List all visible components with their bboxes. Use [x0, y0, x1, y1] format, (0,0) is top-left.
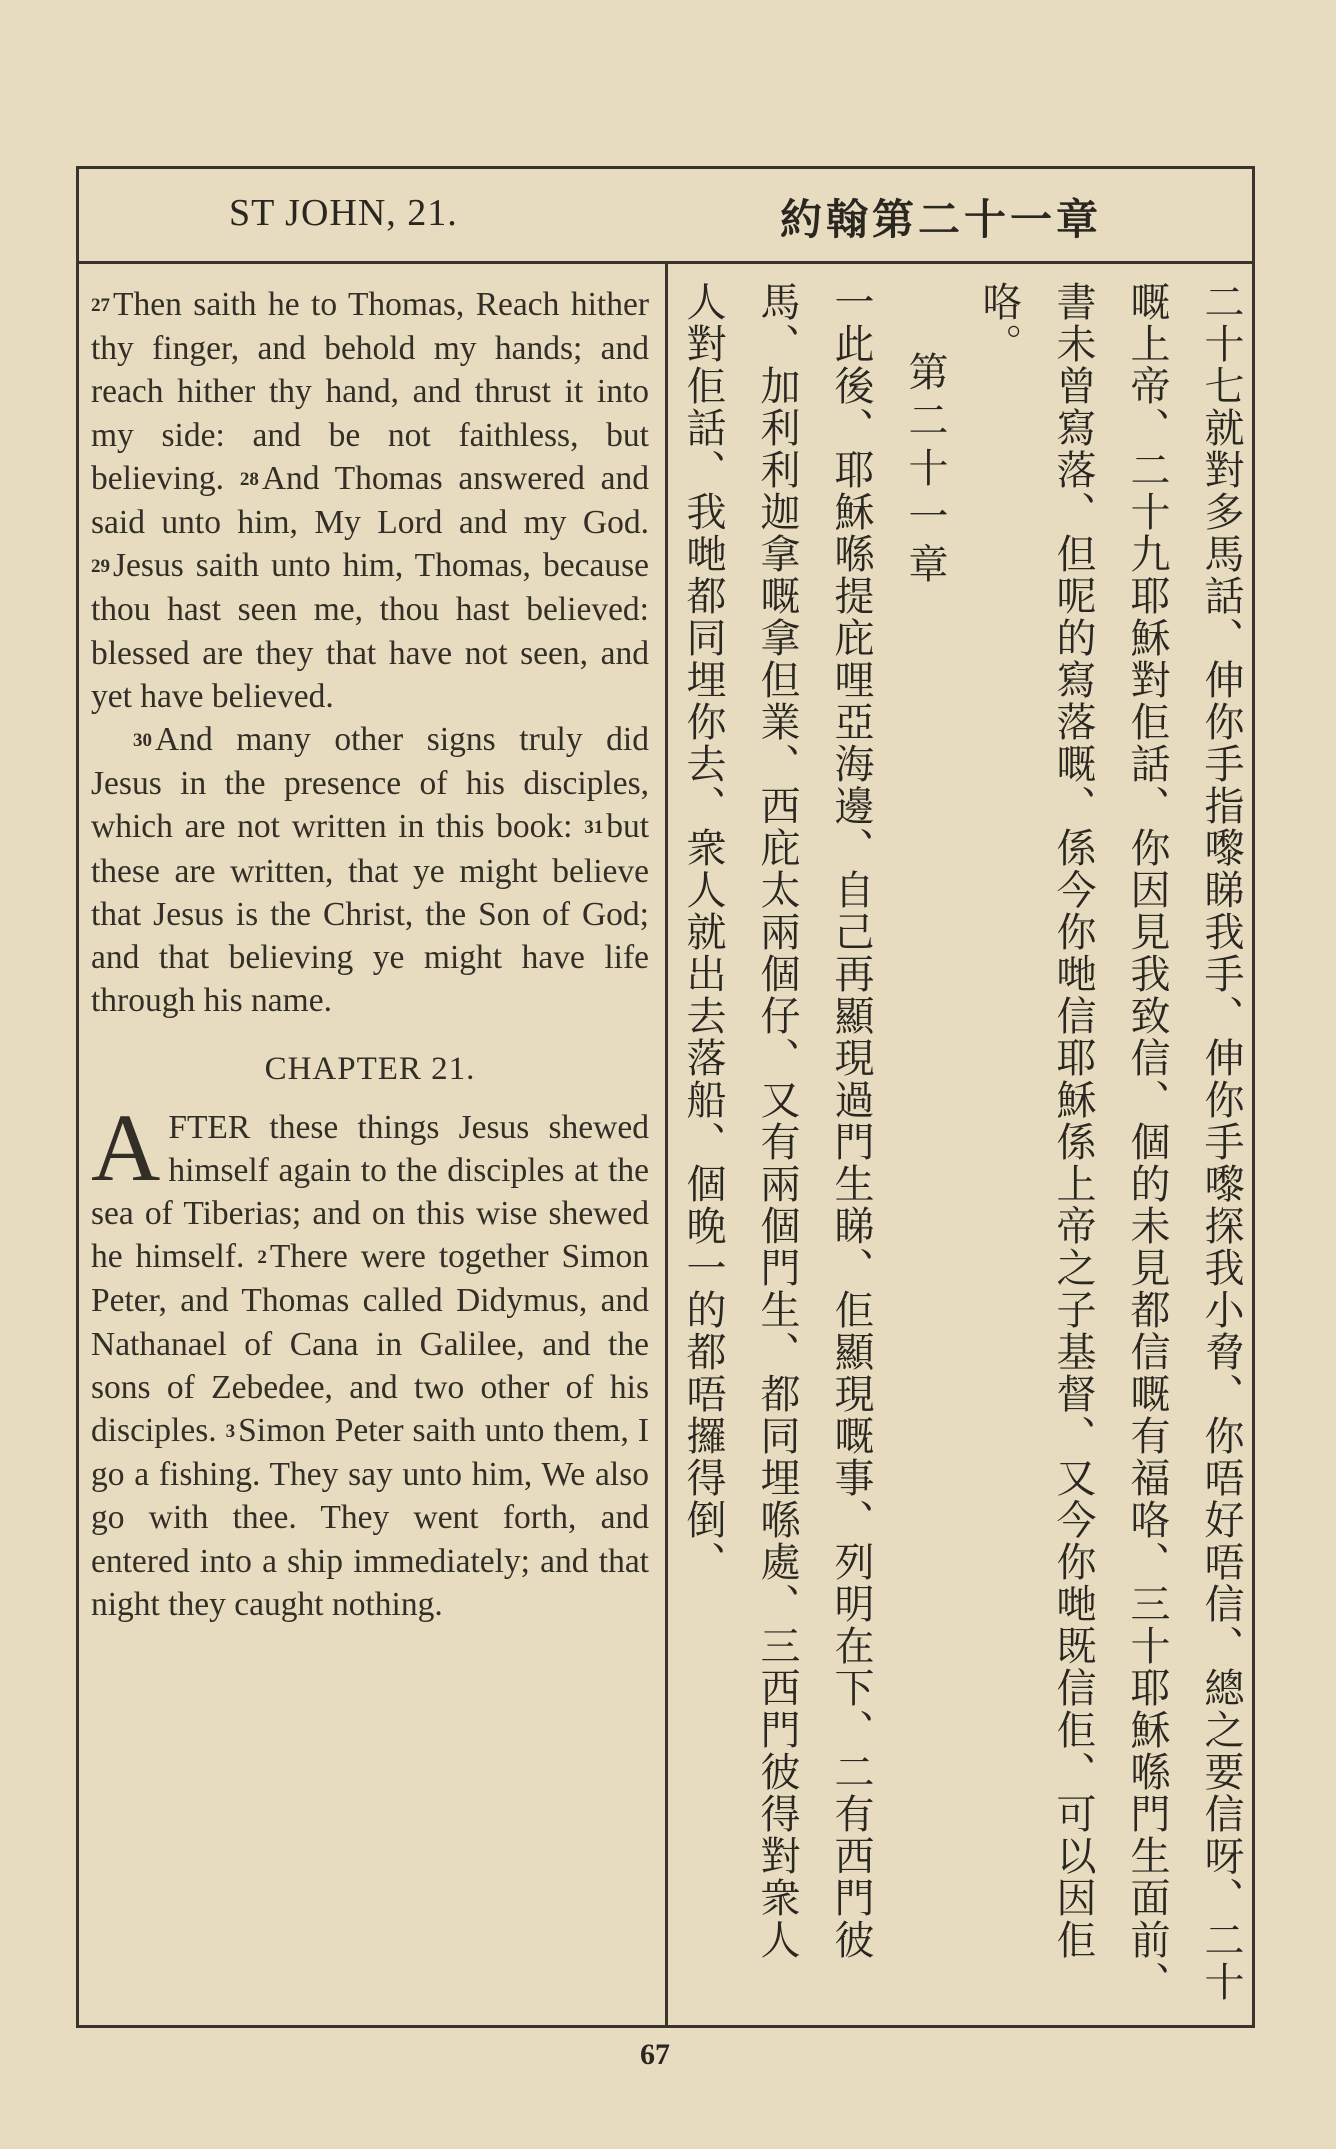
verse-text: There were together Simon Peter, and Thomas called Didymus, and Nathanael of Cana in Galilee, and the sons of Zebedee, and two other of his disciples. — [91, 1238, 649, 1450]
verse-number: 30 — [133, 730, 152, 752]
chinese-text-line: 嘅上帝、二十九耶穌對佢話、你因見我致信、個的未見都信嘅有福咯、三十耶穌喺門生面前、 — [1124, 281, 1170, 2003]
verse-paragraph — [91, 1093, 650, 1626]
verse-number: 29 — [91, 556, 110, 578]
verse-number: 31 — [584, 817, 604, 839]
chinese-text-line: 馬、加利利迦拿嘅拿但業、西庇太兩個仔、又有兩個門生、都同埋喺處、三西門彼得對衆人 — [754, 281, 800, 1961]
chinese-column — [679, 281, 1245, 2011]
verse-text: FTER these things Jesus shewed himself again to the disciples at the sea of Tiberias; and on this wise shewed he himself. — [91, 1108, 649, 1276]
page-number: 67 — [640, 2038, 670, 2071]
verse-text: And many other signs truly did Jesus in the presence of his disciples, which are not written in this book: — [91, 721, 649, 846]
verse-paragraph — [91, 283, 649, 718]
verse-text: And Thomas answered and said unto him, My Lord and my God. — [91, 459, 650, 542]
chinese-chapter-heading: 第二十一章 — [902, 351, 948, 591]
chinese-text-line: 書未曾寫落、但呢的寫落嘅、係今你哋信耶穌係上帝之子基督、又今你哋既信佢、可以因佢 — [1050, 281, 1096, 1961]
verse-paragraph — [91, 718, 649, 1022]
chinese-text-line: 人對佢話、我哋都同埋你去、衆人就出去落船、個晚一的都唔攞得倒、 — [680, 281, 726, 1583]
english-column — [91, 283, 649, 1626]
header-title-chinese: 約翰第二十一章 — [779, 195, 1102, 244]
drop-cap: A — [91, 1093, 161, 1201]
verse-text: Jesus saith unto him, Thomas, because thou hast seen me, thou hast believed: blessed are they that have not seen, and yet have believed. — [91, 547, 649, 715]
chinese-text-line: 咯。 — [976, 281, 1022, 365]
header-title-english: ST JOHN, 21. — [229, 192, 458, 234]
verse-number: 27 — [91, 295, 110, 316]
verse-text: Simon Peter saith unto them, I go a fishing. They say unto him, We also go with thee. They went forth, and entered into a ship immediately; and that night they caught nothing. — [91, 1412, 650, 1623]
verse-number: 2 — [257, 1247, 267, 1269]
verse-number: 3 — [225, 1421, 236, 1443]
page-frame — [76, 166, 1255, 2028]
verse-number: 28 — [239, 468, 259, 490]
chapter-heading: CHAPTER 21. — [264, 1051, 476, 1088]
chinese-text-line: 二十七就對多馬話、伸你手指嚟睇我手、伸你手嚟探我小脅、你唔好唔信、總之要信呀、二十 — [1198, 281, 1244, 2003]
column-divider — [665, 261, 668, 2025]
chinese-text-line: 一此後、耶穌喺提庇哩亞海邊、自己再顯現過門生睇、佢顯現嘅事、列明在下、二有西門彼 — [828, 281, 874, 1961]
verse-text: but these are written, that ye might believe that Jesus is the Christ, the Son of God; and that believing ye might have life through his name. — [91, 808, 650, 1020]
verse-text: Then saith he to Thomas, Reach hither thy finger, and behold my hands; and reach hither thy hand, and thrust it into my side: and be not faithless, but believing. — [91, 286, 649, 497]
running-header — [79, 169, 1252, 264]
